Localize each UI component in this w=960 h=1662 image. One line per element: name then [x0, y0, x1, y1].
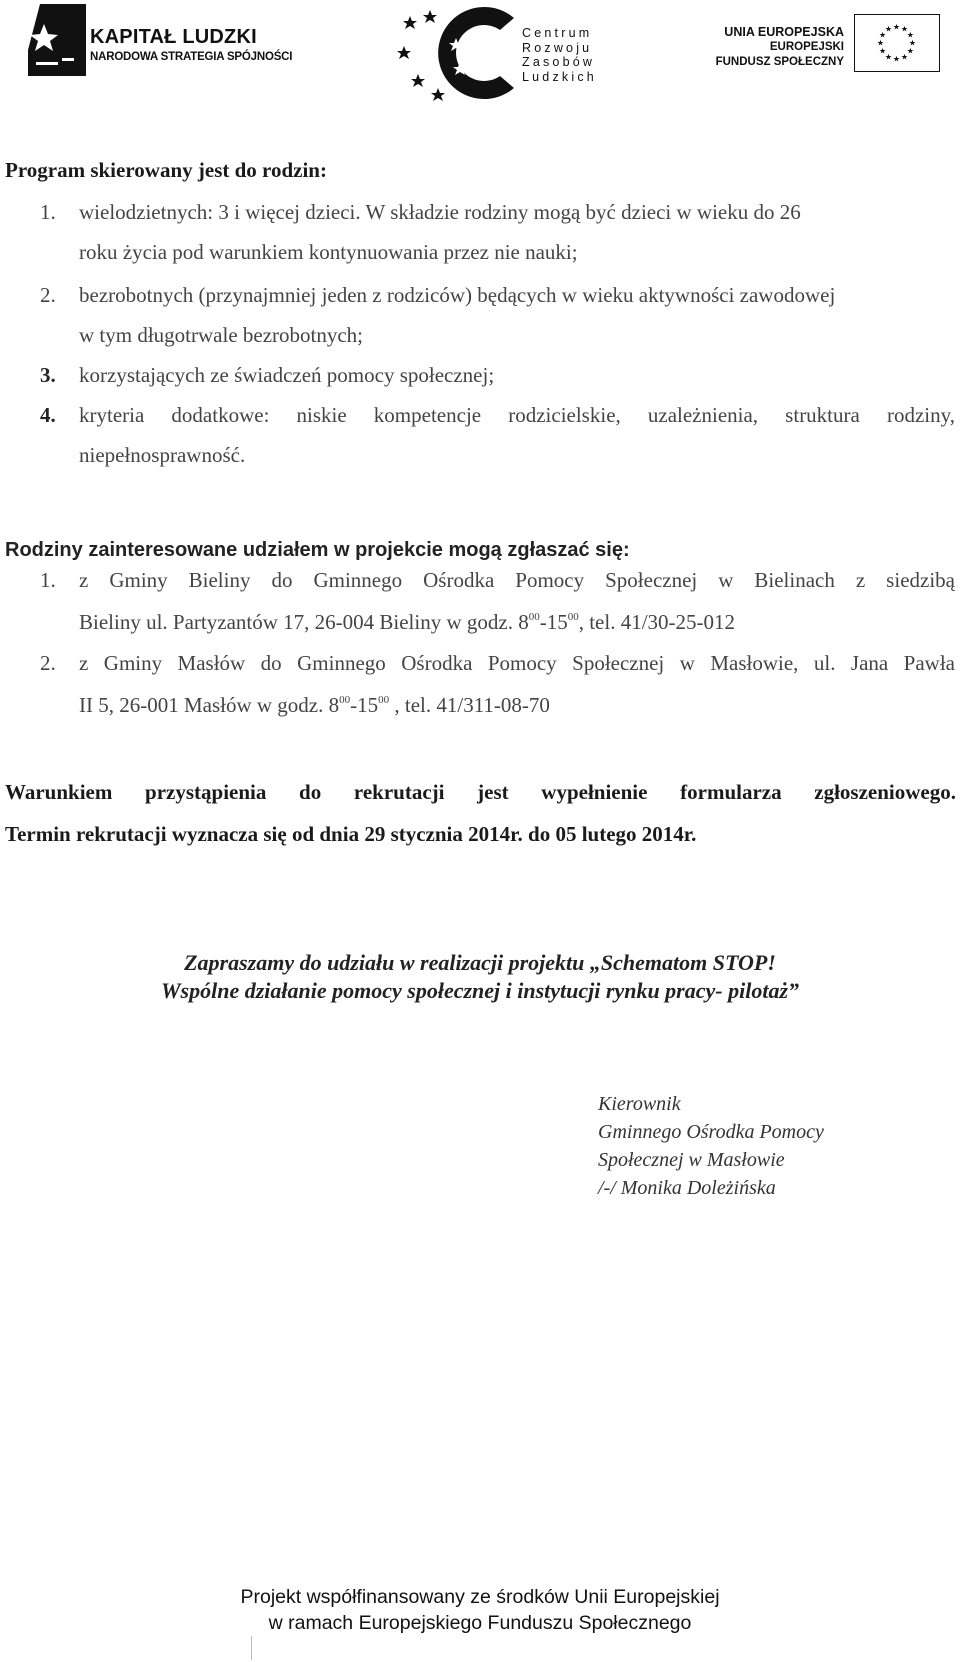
eu-star-icon: ★	[906, 46, 914, 56]
centrum-line: Ludzkich	[522, 69, 597, 84]
footer-divider	[251, 1636, 252, 1660]
list-item-number: 4.	[40, 403, 56, 427]
list-item-text: z Gminy Bieliny do Gminnego Ośrodka Pomocy Społecznej w Bielinach z siedzibą	[79, 568, 955, 592]
eu-star-icon: ★	[900, 52, 909, 62]
centrum-c-stars-icon	[396, 4, 522, 102]
address-text: Bieliny ul. Partyzantów 17, 26-004 Bieliny w godz. 8	[79, 610, 529, 634]
eu-star-icon: ★	[892, 54, 901, 64]
recruitment-dates: Termin rekrutacji wyznacza się od dnia 29 stycznia 2014r. do 05 lutego 2014r.	[5, 822, 697, 846]
signature-block	[598, 1090, 824, 1202]
ue-line-2: EUROPEJSKI	[769, 41, 844, 53]
footer-line-2: w ramach Europejskiego Funduszu Społecznego	[268, 1612, 692, 1634]
section2-heading: Rodziny zainteresowane udziałem w projekcie mogą zgłaszać się:	[5, 539, 630, 561]
list-item-number: 2.	[40, 651, 56, 675]
ue-line-1: UNIA EUROPEJSKA	[724, 25, 844, 39]
list-item-text: niepełnosprawność.	[79, 443, 246, 467]
list-item-number: 2.	[40, 283, 56, 307]
hour-text: -15	[350, 693, 379, 717]
kapital-ludzki-subtitle: NARODOWA STRATEGIA SPÓJNOŚCI	[90, 51, 293, 63]
hour-text: -15	[539, 610, 568, 634]
hour-superscript: 00	[339, 694, 351, 706]
eu-star-icon: ★	[908, 38, 917, 48]
signature-line: Gminnego Ośrodka Pomocy	[598, 1121, 824, 1143]
centrum-text	[522, 26, 597, 84]
phone-text: , tel. 41/30-25-012	[578, 610, 736, 634]
eu-star-icon: ★	[879, 46, 887, 56]
eu-star-icon: ★	[884, 52, 893, 62]
eu-star-icon: ★	[879, 30, 887, 40]
signature-line: /-/ Monika Doleżińska	[598, 1177, 776, 1199]
list-item-text: w tym długotrwale bezrobotnych;	[79, 323, 364, 347]
list-item-text: wielodzietnych: 3 i więcej dzieci. W składzie rodziny mogą być dzieci w wieku do 26	[79, 200, 801, 224]
list-item-text: korzystających ze świadczeń pomocy społecznej;	[79, 363, 495, 387]
ue-line-3: FUNDUSZ SPOŁECZNY	[715, 56, 844, 68]
eu-flag-icon	[854, 14, 940, 72]
list-item-text: bezrobotnych (przynajmniej jeden z rodziców) będących w wieku aktywności zawodowej	[79, 283, 836, 307]
centrum-line: Centrum	[522, 26, 593, 40]
hour-superscript: 00	[567, 611, 579, 623]
footer-line-1: Projekt współfinansowany ze środków Unii Europejskiej	[240, 1586, 720, 1608]
eu-star-icon: ★	[906, 30, 914, 40]
list-item-number: 3.	[40, 363, 56, 387]
recruitment-condition: Warunkiem przystąpienia do rekrutacji jest wypełnienie formularza zgłoszeniowego.	[5, 780, 956, 804]
address-text: II 5, 26-001 Masłów w godz. 8	[79, 693, 340, 717]
kapital-ludzki-emblem-icon	[22, 2, 88, 78]
unia-europejska-text	[716, 24, 844, 70]
list-item-text: roku życia pod warunkiem kontynuowania przez nie nauki;	[79, 240, 578, 264]
list-item-address	[79, 685, 955, 725]
invitation-line-2: Wspólne działanie pomocy społecznej i instytucji rynku pracy- pilotaż”	[161, 978, 799, 1003]
eu-star-icon: ★	[884, 24, 893, 34]
hour-superscript: 00	[528, 611, 540, 623]
unia-europejska-logo	[714, 14, 940, 76]
list-item-number: 1.	[40, 200, 56, 224]
list-item-number: 1.	[40, 568, 56, 592]
footer	[0, 1584, 960, 1636]
hour-superscript: 00	[378, 694, 390, 706]
phone-text: , tel. 41/311-08-70	[389, 693, 550, 717]
list-item-text: z Gminy Masłów do Gminnego Ośrodka Pomocy Społecznej w Masłowie, ul. Jana Pawła	[79, 651, 955, 675]
list-item-address	[79, 602, 955, 642]
list-item-text: kryteria dodatkowe: niskie kompetencje rodzicielskie, uzależnienia, struktura rodziny,	[79, 403, 955, 427]
kapital-ludzki-title: KAPITAŁ LUDZKI	[90, 26, 257, 48]
kapital-ludzki-logo	[22, 2, 293, 78]
invitation-line-1: Zapraszamy do udziału w realizacji projektu „Schematom STOP!	[184, 950, 776, 975]
eu-star-icon: ★	[900, 24, 909, 34]
eu-star-icon: ★	[892, 22, 901, 32]
signature-line: Kierownik	[598, 1093, 681, 1115]
signature-line: Społecznej w Masłowie	[598, 1149, 785, 1171]
centrum-line: Rozwoju	[522, 40, 593, 55]
centrum-rozwoju-logo	[396, 4, 606, 102]
eu-star-icon: ★	[876, 38, 885, 48]
centrum-line: Zasobów	[522, 55, 596, 69]
section1-heading: Program skierowany jest do rodzin:	[5, 158, 327, 182]
